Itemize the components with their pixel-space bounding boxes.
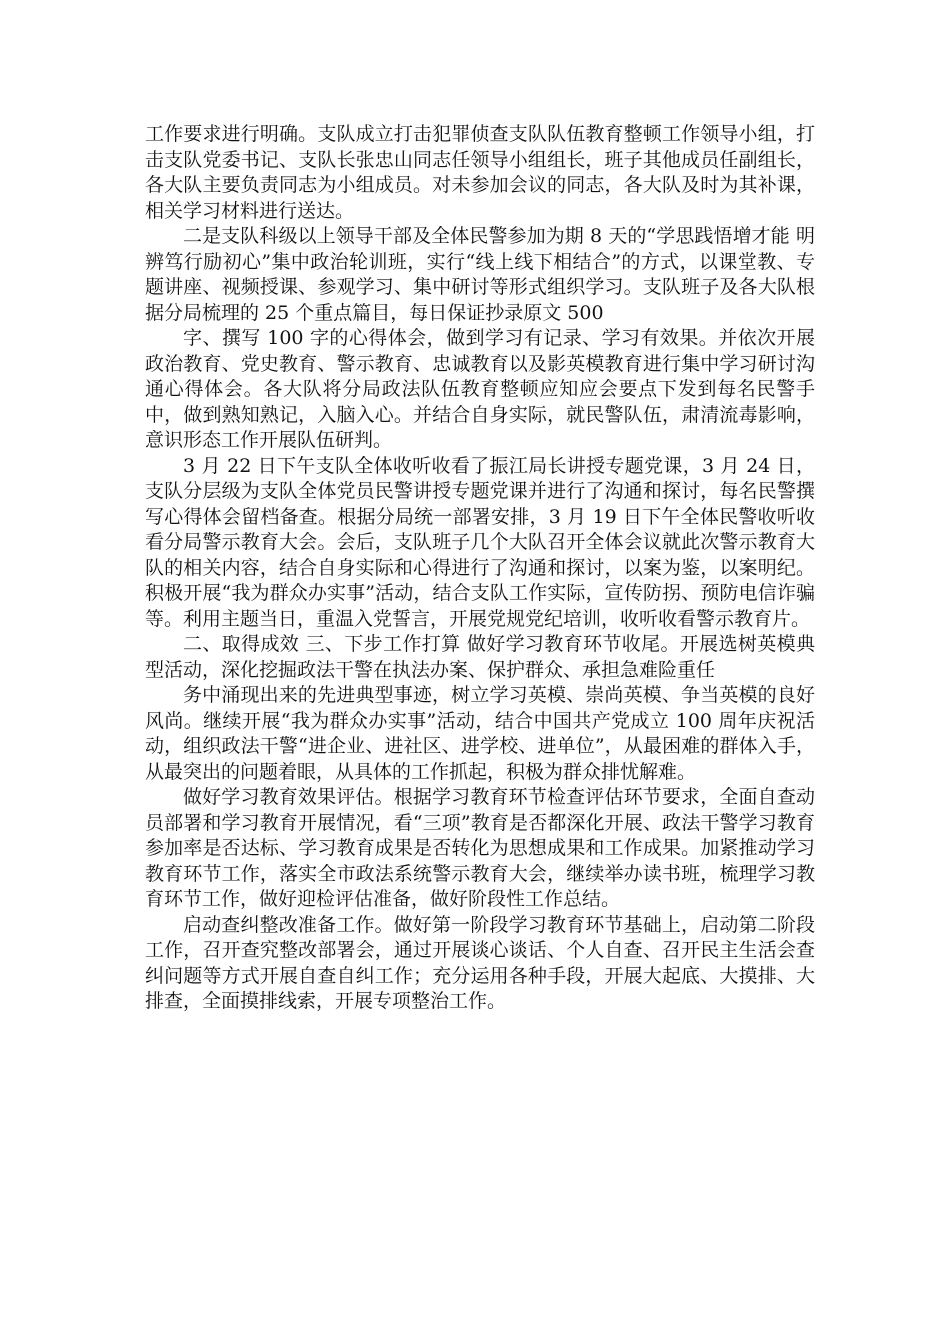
paragraph-3: 字、撰写 100 字的心得体会，做到学习有记录、学习有效果。并依次开展政治教育、党史教育、警示教育、忠诚教育以及影英模教育进行集中学习研讨沟通心得体会。各大队将分局政法队伍教育整顿应知应会要点下发到每名民警手中，做到熟知熟记，入脑入心。并结合自身实际，就民警队伍，肃清流毒影响，意识形态工作开展队伍研判。	[145, 327, 815, 451]
paragraph-7: 做好学习教育效果评估。根据学习教育环节检查评估环节要求，全面自查动员部署和学习教育开展情况，看“三项”教育是否都深化开展、政法干警学习教育参加率是否达标、学习教育成果是否转化为思想成果和工作成果。加紧推动学习教育环节工作，落实全市政法系统警示教育大会，继续举办读书班，梳理学习教育环节工作，做好迎检评估准备，做好阶段性工作总结。	[145, 786, 815, 910]
paragraph-5: 二、取得成效 三、下步工作打算 做好学习教育环节收尾。开展选树英模典型活动，深化挖掘政法干警在执法办案、保护群众、承担急难险重任	[145, 633, 815, 681]
paragraph-4: 3 月 22 日下午支队全体收听收看了振江局长讲授专题党课，3 月 24 日，支队分层级为支队全体党员民警讲授专题党课并进行了沟通和探讨，每名民警撰写心得体会留档备查。根据分局统一部署安排，3 月 19 日下午全体民警收听收看分局警示教育大会。会后，支队班子几个大队召开全体会议就此次警示教育大队的相关内容，结合自身实际和心得进行了沟通和探讨，以案为鉴，以案明纪。积极开展“我为群众办实事”活动，结合支队工作实际，宣传防拐、预防电信诈骗等。利用主题当日，重温入党誓言，开展党规党纪培训，收听收看警示教育片。	[145, 454, 815, 630]
paragraph-1: 工作要求进行明确。支队成立打击犯罪侦查支队队伍教育整顿工作领导小组，打击支队党委书记、支队长张忠山同志任领导小组组长，班子其他成员任副组长，各大队主要负责同志为小组成员。对未参加会议的同志，各大队及时为其补课，相关学习材料进行送达。	[145, 123, 815, 222]
paragraph-8: 启动查纠整改准备工作。做好第一阶段学习教育环节基础上，启动第二阶段工作，召开查究整改部署会，通过开展谈心谈话、个人自查、召开民主生活会查纠问题等方式开展自查自纠工作；充分运用各种手段，开展大起底、大摸排、大排查，全面摸排线索，开展专项整治工作。	[145, 913, 815, 1012]
paragraph-2: 二是支队科级以上领导干部及全体民警参加为期 8 天的“学思践悟增才能 明辨笃行励初心”集中政治轮训班，实行“线上线下相结合”的方式，以课堂教、专题讲座、视频授课、参观学习、集中研讨等形式组织学习。支队班子及各大队根据分局梳理的 25 个重点篇目，每日保证抄录原文 500	[145, 225, 815, 324]
paragraph-6: 务中涌现出来的先进典型事迹，树立学习英模、崇尚英模、争当英模的良好风尚。继续开展“我为群众办实事”活动，结合中国共产党成立 100 周年庆祝活动，组织政法干警“进企业、进社区、进学校、进单位”，从最困难的群体入手，从最突出的问题着眼，从具体的工作抓起，积极为群众排忧解难。	[145, 684, 815, 783]
document-body	[145, 122, 815, 1015]
